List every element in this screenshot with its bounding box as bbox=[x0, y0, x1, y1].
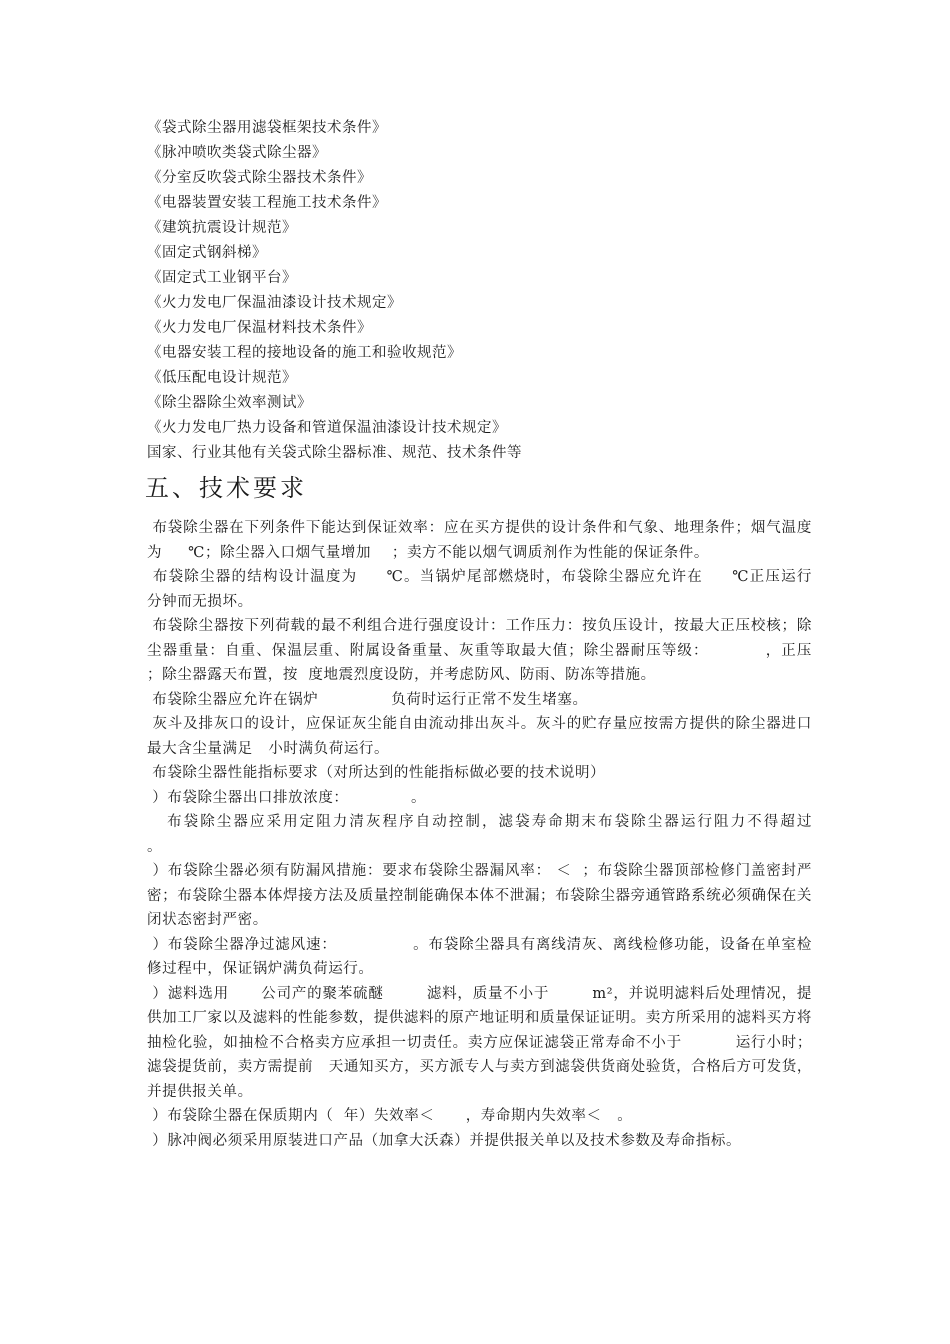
paragraph-cleaning-control: 布袋除尘器应采用定阻力清灰程序自动控制，滤袋寿命期末布袋除尘器运行阻力不得超过 。 bbox=[147, 814, 859, 855]
paragraph-performance-requirements: 布袋除尘器性能指标要求（对所达到的性能指标做必要的技术说明） bbox=[147, 765, 606, 781]
reference-item: 《固定式工业钢平台》 bbox=[147, 270, 297, 286]
paragraph-failure-rate: ）布袋除尘器在保质期内（ 年）失效率＜ ，寿命期内失效率＜ 。 bbox=[147, 1108, 633, 1124]
paragraph-load-design: 布袋除尘器按下列荷载的最不利组合进行强度设计：工作压力：按负压设计，按最大正压校核；除尘器重量：自重、保温层重、附属设备重量、灰重等取最大值；除尘器耐压等级： ，正压 ；除尘器露天布置，按 度地震烈度设防，并考虑防风、防雨、防冻等措施。 bbox=[147, 618, 865, 683]
paragraph-pulse-valve: ）脉冲阀必须采用原装进口产品（加拿大沃森）并提供报关单以及技术参数及寿命指标。 bbox=[147, 1132, 742, 1149]
reference-item: 《分室反吹袋式除尘器技术条件》 bbox=[147, 170, 372, 186]
reference-item: 《电器装置安装工程施工技术条件》 bbox=[147, 195, 387, 211]
reference-item: 《袋式除尘器用滤袋框架技术条件》 bbox=[147, 120, 387, 136]
reference-standards-list bbox=[147, 116, 812, 466]
paragraph-ash-hopper: 灰斗及排灰口的设计，应保证灰尘能自由流动排出灰斗。灰斗的贮存量应按需方提供的除尘器进口最大含尘量满足 小时满负荷运行。 bbox=[147, 716, 812, 757]
paragraph-guarantee-conditions: 布袋除尘器在下列条件下能达到保证效率：应在买方提供的设计条件和气象、地理条件；烟气温度为 ℃；除尘器入口烟气量增加 ；卖方不能以烟气调质剂作为性能的保证条件。 bbox=[147, 520, 812, 561]
document-body bbox=[145, 116, 865, 1153]
paragraph-filter-velocity: ）布袋除尘器净过滤风速： 。布袋除尘器具有离线清灰、离线检修功能，设备在单室检修过程中，保证锅炉满负荷运行。 bbox=[147, 936, 812, 977]
section-title: 五、技术要求 bbox=[145, 474, 307, 502]
reference-item: 《火力发电厂热力设备和管道保温油漆设计技术规定》 bbox=[147, 420, 507, 436]
reference-item: 国家、行业其他有关袋式除尘器标准、规范、技术条件等 bbox=[147, 445, 522, 461]
paragraph-air-leakage: ）布袋除尘器必须有防漏风措施：要求布袋除尘器漏风率： ＜ ；布袋除尘器顶部检修门盖密封严密；布袋除尘器本体焊接方法及质量控制能确保本体不泄漏；布袋除尘器旁通管路系统必须确保在关闭状态密封严密。 bbox=[147, 863, 812, 928]
paragraph-boiler-load: 布袋除尘器应允许在锅炉 负荷时运行正常不发生堵塞。 bbox=[147, 691, 588, 708]
reference-item: 《建筑抗震设计规范》 bbox=[147, 220, 297, 236]
reference-item: 《低压配电设计规范》 bbox=[147, 370, 297, 386]
reference-item: 《固定式钢斜梯》 bbox=[147, 245, 267, 261]
paragraph-filter-material: ）滤料选用 公司产的聚苯硫醚 滤料，质量不小于 m²，并说明滤料后处理情况，提供加工厂家以及滤料的性能参数，提供滤料的原产地证明和质量保证证明。卖方所采用的滤料买方将抽检化验，如抽检不合格卖方应承担一切责任。卖方应保证滤袋正常寿命不小于 运行小时；滤袋提货前，卖方需提前 天通知买方，买方派专人与卖方到滤袋供货商处验货，合格后方可发货，并提供报关单。 bbox=[147, 985, 812, 1100]
paragraph-design-temperature: 布袋除尘器的结构设计温度为 ℃。当锅炉尾部燃烧时，布袋除尘器应允许在 ℃正压运行 分钟而无损坏。 bbox=[147, 569, 839, 610]
reference-item: 《火力发电厂保温油漆设计技术规定》 bbox=[147, 295, 402, 311]
paragraph-outlet-emission: ）布袋除尘器出口排放浓度： 。 bbox=[147, 789, 427, 806]
reference-item: 《电器安装工程的接地设备的施工和验收规范》 bbox=[147, 345, 462, 361]
reference-item: 《脉冲喷吹类袋式除尘器》 bbox=[147, 145, 327, 161]
reference-item: 《火力发电厂保温材料技术条件》 bbox=[147, 320, 372, 336]
reference-item: 《除尘器除尘效率测试》 bbox=[147, 395, 312, 411]
